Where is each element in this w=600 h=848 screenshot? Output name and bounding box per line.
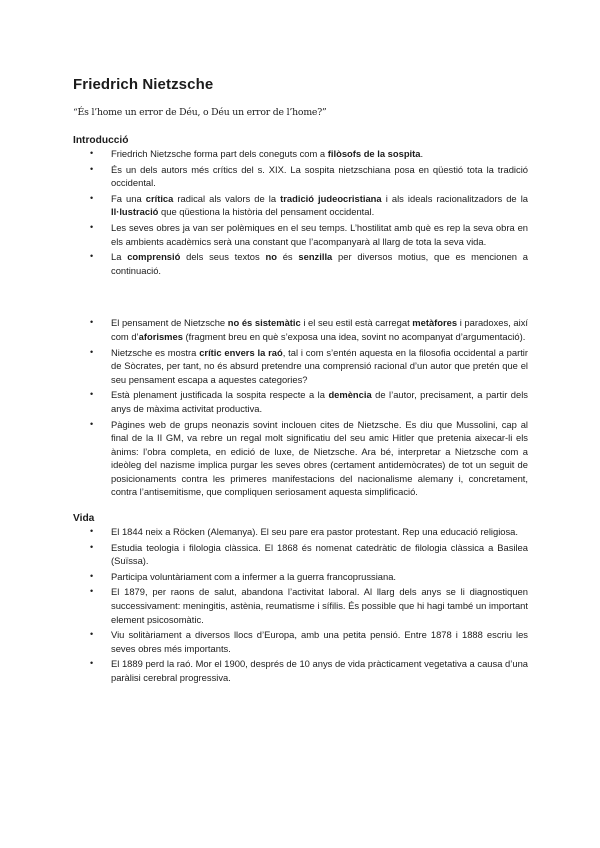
emphasis-text: metàfores xyxy=(412,317,458,329)
list-item: • Estudia teologia i filologia clàssica. El 1868 és nomenat catedràtic de filologia clàssica a Basilea (Suïssa). xyxy=(111,541,528,568)
list-item: • Participa voluntàriament com a infermer a la guerra francoprussiana. xyxy=(111,570,528,584)
emphasis-text: no xyxy=(265,251,277,263)
emphasis-text: tradició judeocristiana xyxy=(280,192,382,204)
list-item: • El 1844 neix a Röcken (Alemanya). El seu pare era pastor protestant. Rep una educació religiosa. xyxy=(111,525,528,539)
epigraph-quote: “És l’home un error de Déu, o Déu un error de l’home?” xyxy=(73,107,327,118)
list-item: • Viu solitàriament a diversos llocs d’Europa, amb una petita pensió. Entre 1878 i 1888 escriu les seves obres més importants. xyxy=(111,628,528,655)
list-item: • El 1879, per raons de salut, abandona l’activitat laboral. Al llarg dels anys se li diagnostiquen successivament: meningitis, astènia, reumatisme i sífilis. És possible que hi hagi també un important element psicosomàtic. xyxy=(111,585,528,626)
emphasis-text: comprensió xyxy=(127,251,181,263)
emphasis-text: crítica xyxy=(145,192,174,204)
list-item: • El 1889 perd la raó. Mor el 1900, després de 10 anys de vida pràcticament vegetativa a causa d’una paràlisi cerebral progressiva. xyxy=(111,657,528,684)
list-item: • Pàgines web de grups neonazis sovint inclouen cites de Nietzsche. Es diu que Mussolini, cap al final de la II GM, va rebre un regal molt significatiu del seu amic Hitler que pretenia aixecar-li els ànims: l’obra completa, en edició de luxe, de Nietzsche. Ara bé, interpretar a Nietzsche com a ideòleg del nazisme implica purgar les seves obres (certament antidemòcrates) de tot un seguit de posicionaments contra les primeres manifestacions del nacionalisme alemany i, concretament, contra l’antisemitisme, que compliquen seriosament aquesta simplificació. xyxy=(111,418,528,500)
document-title: Friedrich Nietzsche xyxy=(73,76,214,93)
list-item: • Nietzsche es mostra crític envers la raó, tal i com s’entén aquesta en la filosofia occidental a partir de Sòcrates, per tant, no és absurd pretendre una comprensió racional d’un autor que pretén que el seu pensament escapa a aquestes categories? xyxy=(111,346,528,387)
emphasis-text: aforismes xyxy=(138,330,183,342)
list-introduccio xyxy=(73,147,528,277)
section-heading-vida: Vida xyxy=(73,513,95,525)
list-item: • És un dels autors més crítics del s. XIX. La sospita nietzschiana posa en qüestió tota la tradició occidental. xyxy=(111,163,528,190)
list-item: • Les seves obres ja van ser polèmiques en el seu temps. L’hostilitat amb què es rep la seva obra en els ambients acadèmics serà una constant que l’acompanyarà al llarg de tota la seva vida. xyxy=(111,221,528,248)
list-item: • La comprensió dels seus textos no és senzilla per diversos motius, que es mencionen a continuació. xyxy=(111,250,528,277)
emphasis-text: demència xyxy=(328,389,372,401)
list-item: • Friedrich Nietzsche forma part dels coneguts com a filòsofs de la sospita. xyxy=(111,147,528,161)
emphasis-text: senzilla xyxy=(298,251,333,263)
emphasis-text: no és sistemàtic xyxy=(227,317,301,329)
list-motius xyxy=(73,316,528,499)
section-heading-introduccio: Introducció xyxy=(73,135,129,146)
emphasis-text: crític envers la raó xyxy=(199,346,283,358)
emphasis-text: filòsofs de la sospita xyxy=(327,148,421,159)
emphasis-text: Il·lustració xyxy=(111,206,159,218)
list-item: • Està plenament justificada la sospita respecte a la demència de l’autor, precisament, a partir dels anys de màxima activitat productiva. xyxy=(111,388,528,415)
list-vida xyxy=(73,525,528,685)
list-item: • Fa una crítica radical als valors de la tradició judeocristiana i als ideals racionalitzadors de la Il·lustració que qüestiona la història del pensament occidental. xyxy=(111,192,528,219)
list-item: • El pensament de Nietzsche no és sistemàtic i el seu estil està carregat metàfores i paradoxes, així com d’aforismes (fragment breu en què s’exposa una idea, sovint no acompanyat d’argumentació). xyxy=(111,316,528,343)
